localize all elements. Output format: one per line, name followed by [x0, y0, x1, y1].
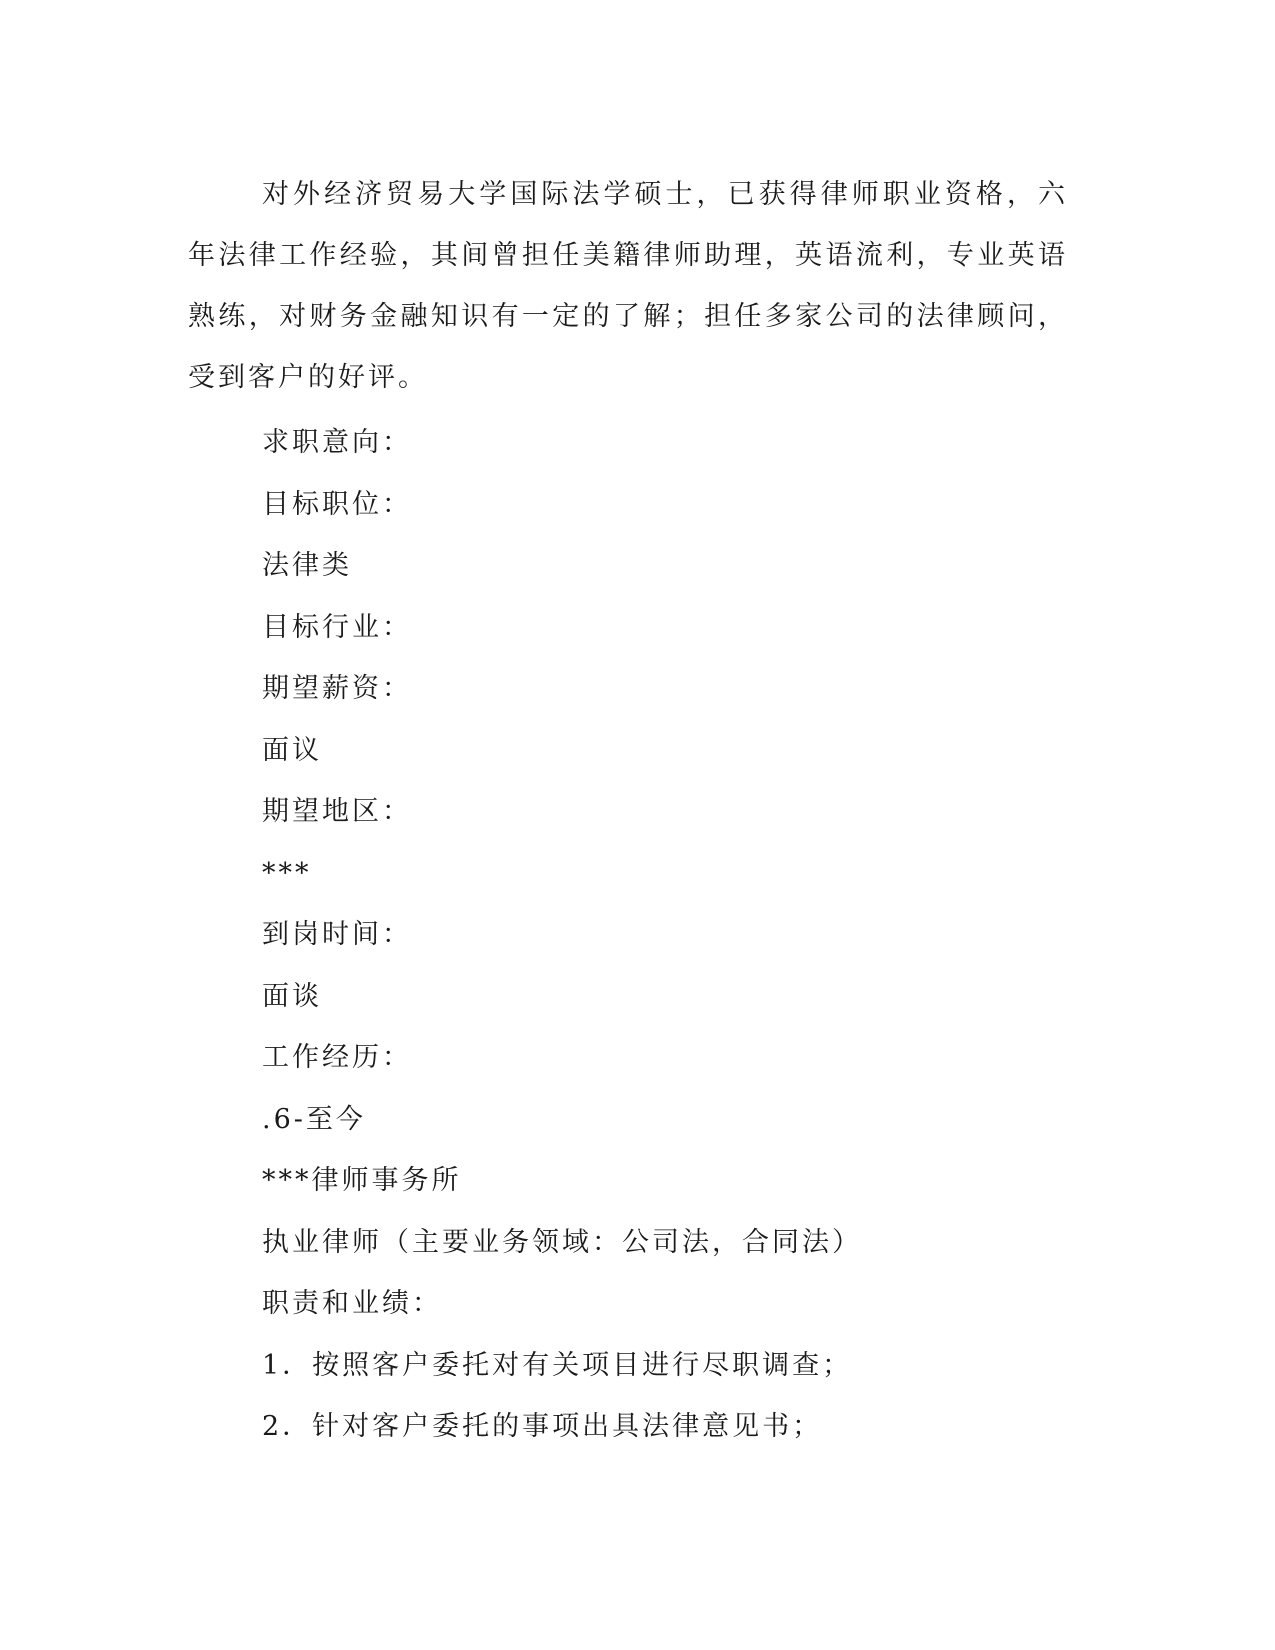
line-start-time-value: 面谈 — [262, 980, 322, 1012]
line-duty-2: 2．针对客户委托的事项出具法律意见书； — [262, 1411, 823, 1442]
line-expected-region-label: 期望地区： — [262, 796, 412, 827]
intro-paragraph: 对外经济贸易大学国际法学硕士，已获得律师职业资格，六年法律工作经验，其间曾担任美籍律师助理，英语流利，专业英语熟练，对财务金融知识有一定的了解；担任多家公司的法律顾问，受到客户的好评。 — [188, 179, 1068, 393]
line-duty-1: 1．按照客户委托对有关项目进行尽职调查； — [262, 1349, 853, 1381]
line-employer: ***律师事务所 — [262, 1165, 462, 1196]
line-job-intention-heading: 求职意向： — [262, 427, 412, 458]
line-duties-heading: 职责和业绩： — [262, 1288, 442, 1319]
line-target-position-label: 目标职位： — [262, 488, 412, 520]
line-start-time-label: 到岗时间： — [262, 919, 412, 950]
line-expected-salary-label: 期望薪资： — [262, 673, 412, 704]
line-target-position-value: 法律类 — [262, 550, 352, 581]
line-job-title: 执业律师（主要业务领域：公司法，合同法） — [262, 1226, 862, 1258]
line-expected-salary-value: 面议 — [262, 734, 322, 766]
line-work-experience-heading: 工作经历： — [262, 1042, 412, 1073]
resume-lines — [262, 412, 862, 1458]
line-expected-region-value: *** — [262, 857, 312, 889]
line-work-period: .6-至今 — [262, 1103, 366, 1135]
line-target-industry-label: 目标行业： — [262, 611, 412, 643]
